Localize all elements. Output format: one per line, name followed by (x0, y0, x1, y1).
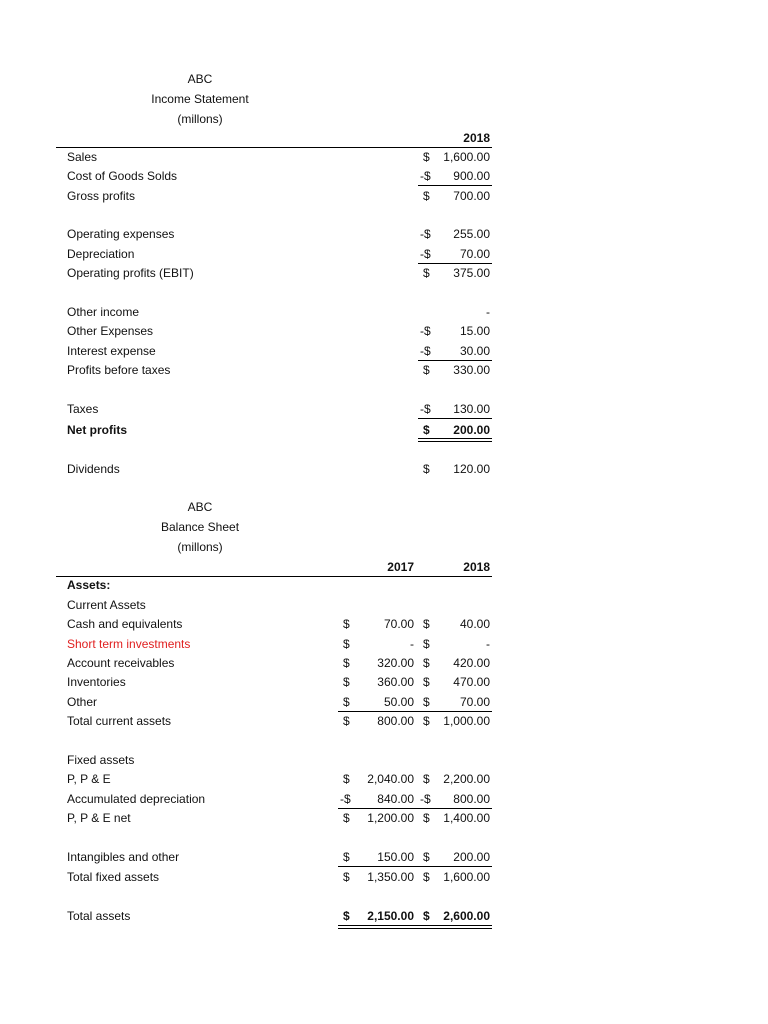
balance-row-sign-2017: $ (343, 811, 350, 825)
balance-row-sign-2017: $ (343, 870, 350, 884)
balance-row-value-2017: 150.00 (377, 850, 414, 864)
balance-row-value-2017: 1,350.00 (367, 870, 414, 884)
balance-row-sign-2018: $ (423, 870, 430, 884)
balance-row-label: Intangibles and other (67, 850, 180, 864)
subtotal-rule (338, 866, 492, 867)
balance-row-label: P, P & E net (67, 811, 131, 825)
balance-row-sign-2018: $ (423, 714, 430, 728)
double-rule-bottom (338, 928, 492, 929)
income-row-label: Cost of Goods Solds (67, 169, 178, 183)
balance-row-label: Account receivables (67, 656, 175, 670)
balance-row-sign-2017: $ (343, 772, 350, 786)
income-row-label: Gross profits (67, 189, 136, 203)
income-row-label: Profits before taxes (67, 363, 171, 377)
balance-row-value-2017: 70.00 (383, 617, 414, 631)
balance-row-value-2018: 2,600.00 (443, 909, 490, 923)
balance-row-label: Inventories (67, 675, 126, 689)
income-row-value: 30.00 (459, 344, 490, 358)
balance-row-sign-2017: $ (343, 714, 350, 728)
income-row-value: - (486, 305, 490, 319)
balance-row-label: Total fixed assets (67, 870, 160, 884)
income-row-value: 700.00 (453, 189, 490, 203)
balance-row-value-2018: 420.00 (453, 656, 490, 670)
income-unit: (millons) (177, 112, 223, 126)
balance-row-sign-2017: $ (343, 617, 350, 631)
subtotal-rule (338, 711, 492, 712)
subtotal-rule (418, 418, 492, 419)
balance-row-sign-2018: $ (423, 811, 430, 825)
balance-row-sign-2018: $ (423, 850, 430, 864)
income-row-sign: $ (423, 462, 430, 476)
income-row-sign: $ (423, 363, 430, 377)
balance-row-sign-2018: $ (423, 772, 430, 786)
balance-row-value-2017: 360.00 (377, 675, 414, 689)
balance-title: Balance Sheet (160, 520, 240, 534)
balance-row-sign-2017: -$ (340, 792, 351, 806)
double-rule-bottom (418, 441, 492, 442)
balance-row-value-2017: 2,150.00 (367, 909, 414, 923)
balance-row-sign-2017: $ (343, 637, 350, 651)
balance-row-label: Cash and equivalents (67, 617, 183, 631)
subtotal-rule (418, 263, 492, 264)
income-header-rule (56, 147, 492, 148)
balance-row-sign-2017: $ (343, 909, 350, 923)
balance-row-value-2018: 1,600.00 (443, 870, 490, 884)
balance-row-value-2018: - (486, 637, 490, 651)
balance-row-value-2018: 1,000.00 (443, 714, 490, 728)
balance-row-value-2017: 800.00 (377, 714, 414, 728)
balance-row-value-2017: 1,200.00 (367, 811, 414, 825)
income-year-header: 2018 (463, 131, 490, 145)
income-row-label: Net profits (67, 423, 127, 437)
balance-row-value-2017: 840.00 (377, 792, 414, 806)
balance-row-sign-2018: $ (423, 695, 430, 709)
income-row-sign: $ (423, 423, 430, 437)
income-title: Income Statement (151, 92, 249, 106)
income-row-sign: -$ (420, 169, 431, 183)
balance-row-label: Total current assets (67, 714, 172, 728)
balance-row-label: Total assets (67, 909, 131, 923)
income-row-label: Operating expenses (67, 227, 175, 241)
income-row-value: 375.00 (453, 266, 490, 280)
balance-row-sign-2017: $ (343, 850, 350, 864)
balance-header-rule (56, 576, 492, 577)
balance-row-sign-2018: $ (423, 656, 430, 670)
balance-row-value-2018: 1,400.00 (443, 811, 490, 825)
income-row-value: 130.00 (453, 402, 490, 416)
balance-row-label: P, P & E (67, 772, 111, 786)
income-row-label: Sales (67, 150, 98, 164)
balance-row-label: Other (67, 695, 98, 709)
income-row-label: Other income (67, 305, 140, 319)
double-rule-top (338, 925, 492, 926)
balance-year2-header: 2018 (463, 560, 490, 574)
balance-row-value-2018: 70.00 (459, 695, 490, 709)
assets-header: Assets: (67, 578, 111, 592)
income-row-sign: -$ (420, 227, 431, 241)
balance-row-sign-2018: $ (423, 675, 430, 689)
income-row-sign: -$ (420, 344, 431, 358)
balance-row-sign-2017: $ (343, 656, 350, 670)
balance-row-value-2018: 800.00 (453, 792, 490, 806)
balance-row-label: Accumulated depreciation (67, 792, 206, 806)
income-row-value: 255.00 (453, 227, 490, 241)
balance-unit: (millons) (177, 540, 223, 554)
balance-year1-header: 2017 (387, 560, 414, 574)
income-row-sign: -$ (420, 324, 431, 338)
subtotal-rule (418, 360, 492, 361)
balance-row-value-2018: 200.00 (453, 850, 490, 864)
income-row-label: Other Expenses (67, 324, 154, 338)
subtotal-rule (338, 808, 492, 809)
income-row-value: 200.00 (453, 423, 490, 437)
income-row-label: Interest expense (67, 344, 156, 358)
income-row-label: Operating profits (EBIT) (67, 266, 194, 280)
income-row-sign: -$ (420, 247, 431, 261)
balance-row-value-2018: 40.00 (459, 617, 490, 631)
income-row-sign: $ (423, 189, 430, 203)
balance-row-value-2017: 320.00 (377, 656, 414, 670)
income-row-value: 330.00 (453, 363, 490, 377)
income-company: ABC (187, 72, 213, 86)
income-row-sign: $ (423, 266, 430, 280)
income-row-value: 15.00 (459, 324, 490, 338)
balance-row-sign-2018: $ (423, 617, 430, 631)
income-row-sign: $ (423, 150, 430, 164)
fixed-assets-header: Fixed assets (67, 753, 135, 767)
income-row-sign: -$ (420, 402, 431, 416)
current-assets-header: Current Assets (67, 598, 146, 612)
income-row-value: 120.00 (453, 462, 490, 476)
balance-row-label-highlight: Short term investments (67, 637, 191, 651)
balance-row-sign-2017: $ (343, 695, 350, 709)
balance-row-sign-2018: $ (423, 637, 430, 651)
balance-row-sign-2017: $ (343, 675, 350, 689)
balance-row-value-2017: 50.00 (383, 695, 414, 709)
double-rule-top (418, 438, 492, 439)
balance-row-value-2018: 2,200.00 (443, 772, 490, 786)
balance-row-value-2017: 2,040.00 (367, 772, 414, 786)
balance-row-sign-2018: -$ (420, 792, 431, 806)
balance-row-value-2018: 470.00 (453, 675, 490, 689)
income-row-label: Depreciation (67, 247, 135, 261)
subtotal-rule (418, 185, 492, 186)
balance-row-sign-2018: $ (423, 909, 430, 923)
balance-row-value-2017: - (410, 637, 414, 651)
balance-company: ABC (187, 500, 213, 514)
income-row-value: 70.00 (459, 247, 490, 261)
income-row-label: Taxes (67, 402, 99, 416)
income-row-value: 900.00 (453, 169, 490, 183)
income-row-label: Dividends (67, 462, 120, 476)
income-row-value: 1,600.00 (443, 150, 490, 164)
